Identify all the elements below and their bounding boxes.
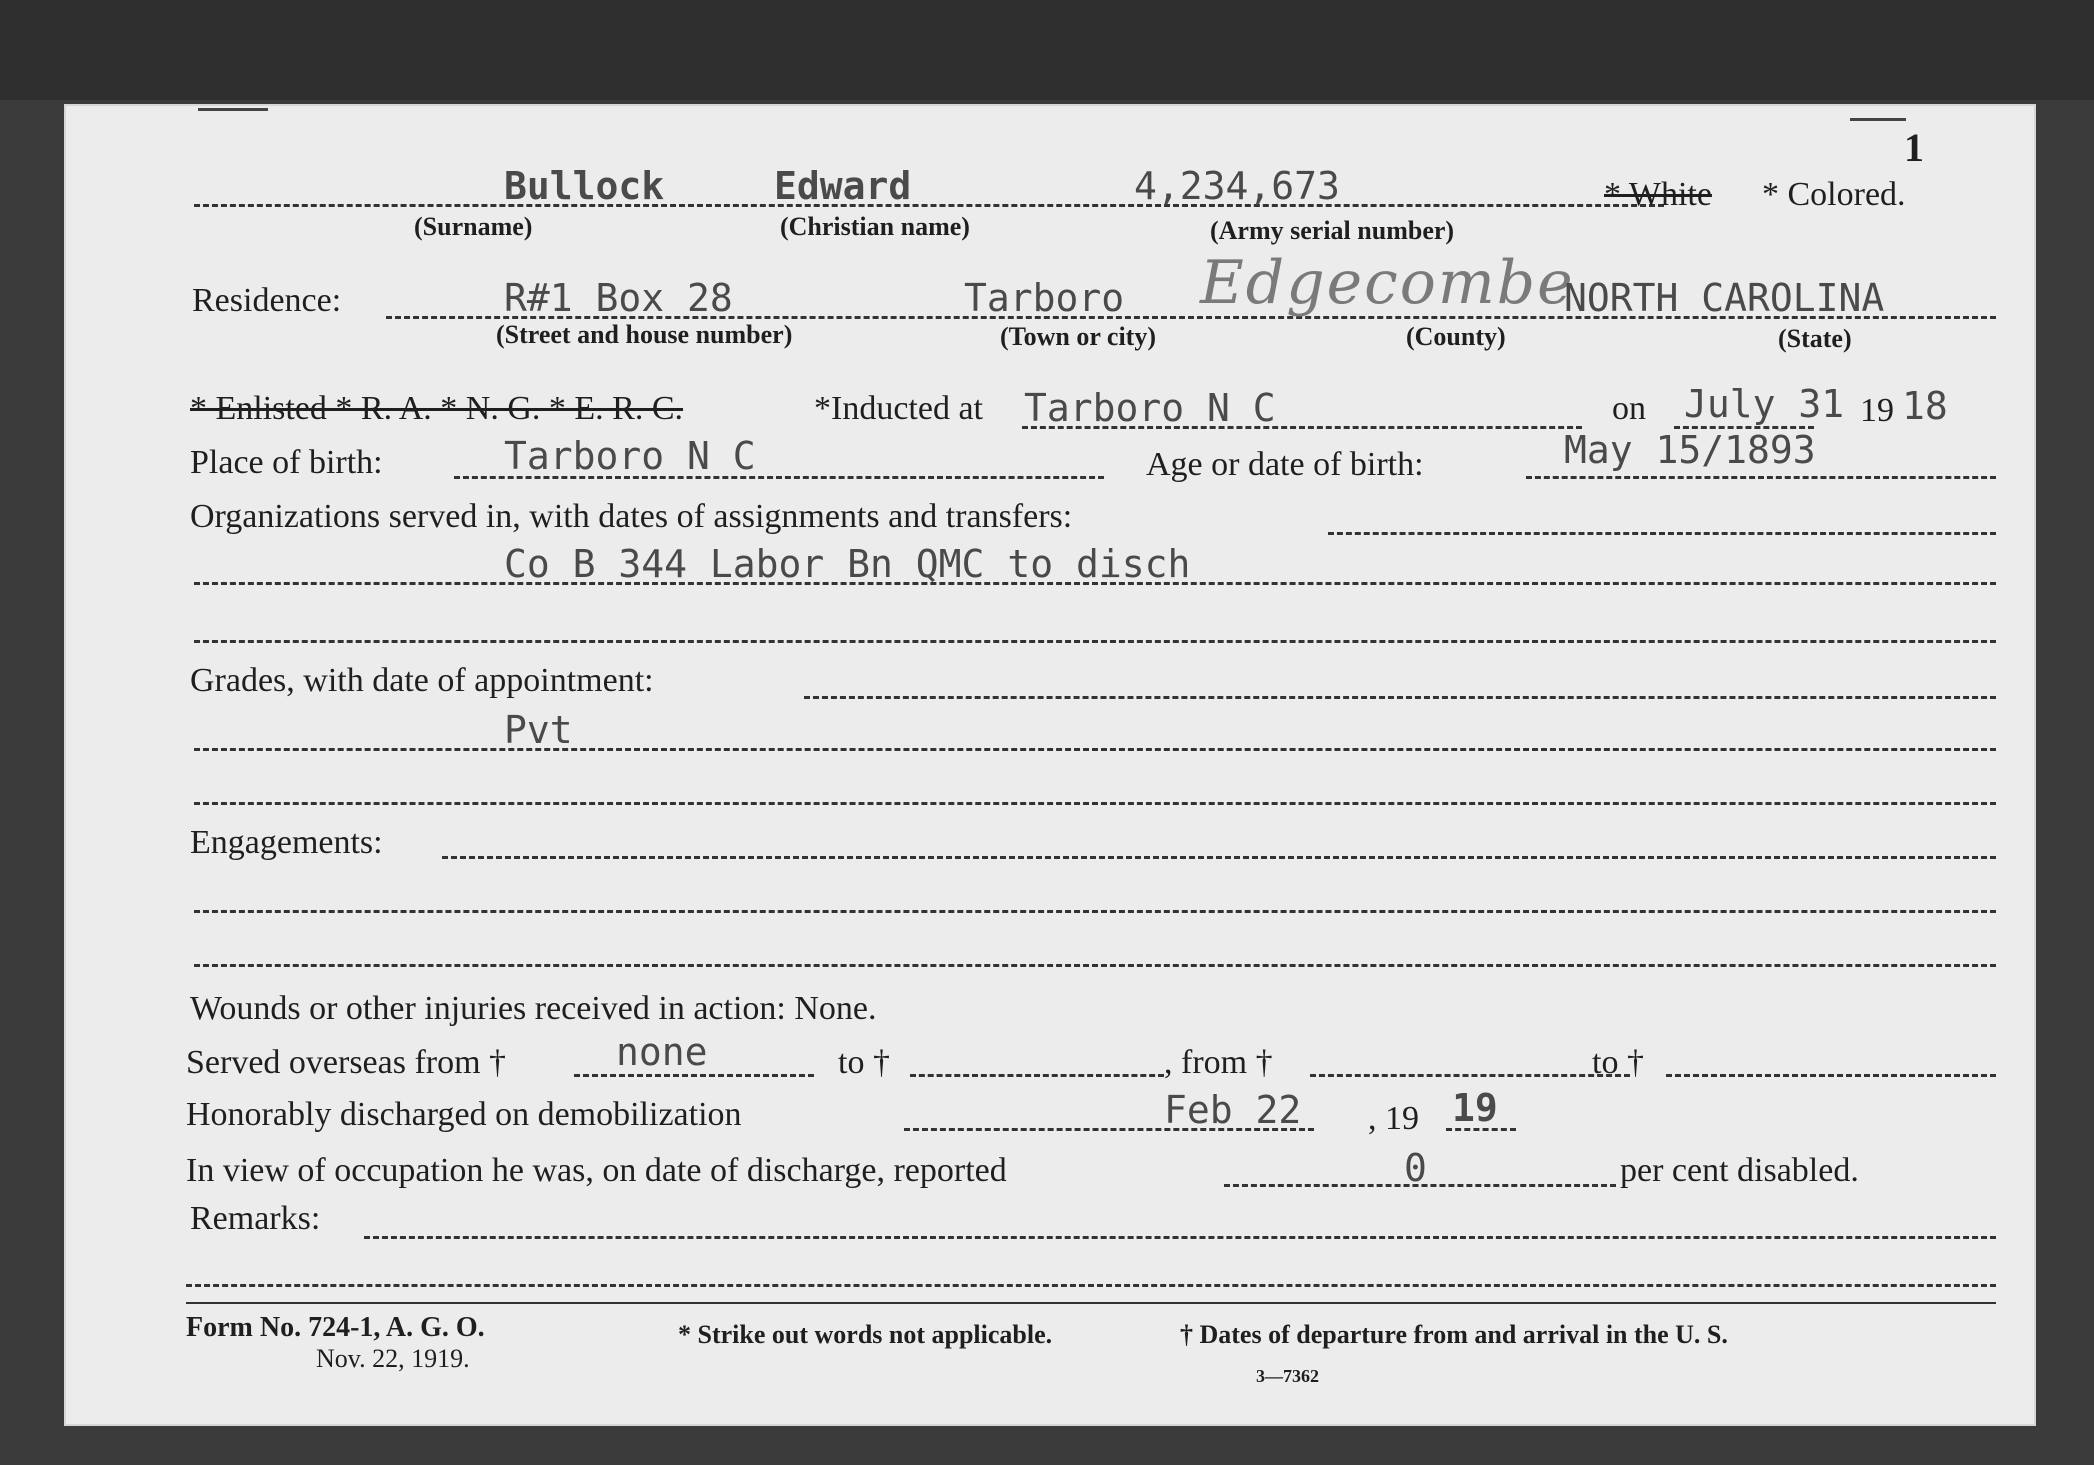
- top-right-rule: [1850, 118, 1906, 121]
- overseas-to-line: [910, 1074, 1164, 1077]
- remarks-label: Remarks:: [190, 1200, 321, 1237]
- disability-suffix: per cent disabled.: [1620, 1152, 1859, 1189]
- on-label: on: [1612, 390, 1646, 427]
- inducted-year: 18: [1902, 384, 1948, 428]
- organizations-label: Organizations served in, with dates of assignments and transfers:: [190, 498, 1073, 535]
- organizations-line-3: [194, 640, 1996, 643]
- overseas-from-line: [574, 1074, 814, 1077]
- grades-line-2: [194, 748, 1996, 751]
- grades-label: Grades, with date of appointment:: [190, 662, 654, 699]
- dates-note: † Dates of departure from and arrival in the U. S.: [1180, 1320, 1728, 1349]
- race-white: * White: [1604, 176, 1712, 213]
- surname-caption: (Surname): [414, 212, 533, 241]
- inducted-label: *Inducted at: [814, 390, 983, 427]
- grades-line-3: [194, 802, 1996, 805]
- serial-number-value: 4,234,673: [1134, 164, 1340, 208]
- christian-name-caption: (Christian name): [780, 212, 970, 241]
- surname-value: Bullock: [504, 164, 665, 208]
- disability-label: In view of occupation he was, on date of discharge, reported: [186, 1152, 1007, 1189]
- remarks-line-2: [186, 1284, 1996, 1287]
- race-colored: * Colored.: [1762, 176, 1906, 213]
- disability-value: 0: [1404, 1146, 1427, 1190]
- discharge-year: 19: [1452, 1086, 1498, 1130]
- overseas-to-label-2: to †: [1592, 1044, 1644, 1081]
- enlistment-struck: * Enlisted * R. A. * N. G. * E. R. C.: [190, 390, 684, 427]
- overseas-to-line-2: [1666, 1074, 1996, 1077]
- town-caption: (Town or city): [1000, 322, 1156, 351]
- residence-label: Residence:: [192, 282, 342, 319]
- name-line: [194, 204, 1664, 207]
- remarks-line-1: [364, 1236, 1996, 1239]
- birth-date-label: Age or date of birth:: [1146, 446, 1424, 483]
- residence-county: Edgecombe: [1200, 248, 1575, 318]
- form-number: Form No. 724-1, A. G. O.: [186, 1312, 485, 1343]
- place-of-birth-label: Place of birth:: [190, 444, 383, 481]
- overseas-from-line-2: [1310, 1074, 1630, 1077]
- discharge-year-prefix: , 19: [1368, 1100, 1419, 1137]
- christian-name-value: Edward: [774, 164, 912, 208]
- discharge-label: Honorably discharged on demobilization: [186, 1096, 742, 1133]
- residence-town: Tarboro: [964, 276, 1125, 320]
- overseas-from-value: none: [616, 1030, 708, 1074]
- residence-street: R#1 Box 28: [504, 276, 733, 320]
- inducted-date: July 31: [1684, 382, 1845, 426]
- scanner-background: [0, 0, 2094, 100]
- print-code: 3—7362: [1256, 1366, 1319, 1386]
- birthdate-line: [1526, 476, 1996, 479]
- organizations-line-1: [1328, 532, 1996, 535]
- form-date: Nov. 22, 1919.: [316, 1344, 470, 1373]
- strike-note: * Strike out words not applicable.: [678, 1320, 1053, 1349]
- engagements-line-2: [194, 910, 1996, 913]
- engagements-label: Engagements:: [190, 824, 383, 861]
- discharge-date: Feb 22: [1164, 1088, 1302, 1132]
- card-number: 1: [1904, 125, 1924, 170]
- wounds-label: Wounds or other injuries received in action: None.: [190, 990, 877, 1027]
- engagements-line-3: [194, 964, 1996, 967]
- birthdate-value: May 15/1893: [1564, 428, 1816, 472]
- state-caption: (State): [1778, 324, 1852, 353]
- serial-caption: (Army serial number): [1210, 216, 1455, 245]
- birthplace-value: Tarboro N C: [504, 434, 756, 478]
- street-caption: (Street and house number): [496, 320, 793, 349]
- residence-state: NORTH CAROLINA: [1564, 276, 1885, 320]
- inducted-year-prefix: 19: [1860, 392, 1894, 429]
- county-caption: (County): [1406, 322, 1506, 351]
- remarks-rule: [186, 1302, 1996, 1304]
- overseas-label: Served overseas from †: [186, 1044, 507, 1081]
- overseas-to-label: to †: [838, 1044, 890, 1081]
- engagements-line-1: [442, 856, 1996, 859]
- grades-line-1: [804, 696, 1996, 699]
- grades-entry: Pvt: [504, 708, 573, 752]
- top-left-rule: [198, 108, 268, 111]
- organizations-entry: Co B 344 Labor Bn QMC to disch: [504, 542, 1191, 586]
- overseas-from-label-2: , from †: [1164, 1044, 1273, 1081]
- service-record-card: [64, 104, 2036, 1426]
- inducted-place: Tarboro N C: [1024, 386, 1276, 430]
